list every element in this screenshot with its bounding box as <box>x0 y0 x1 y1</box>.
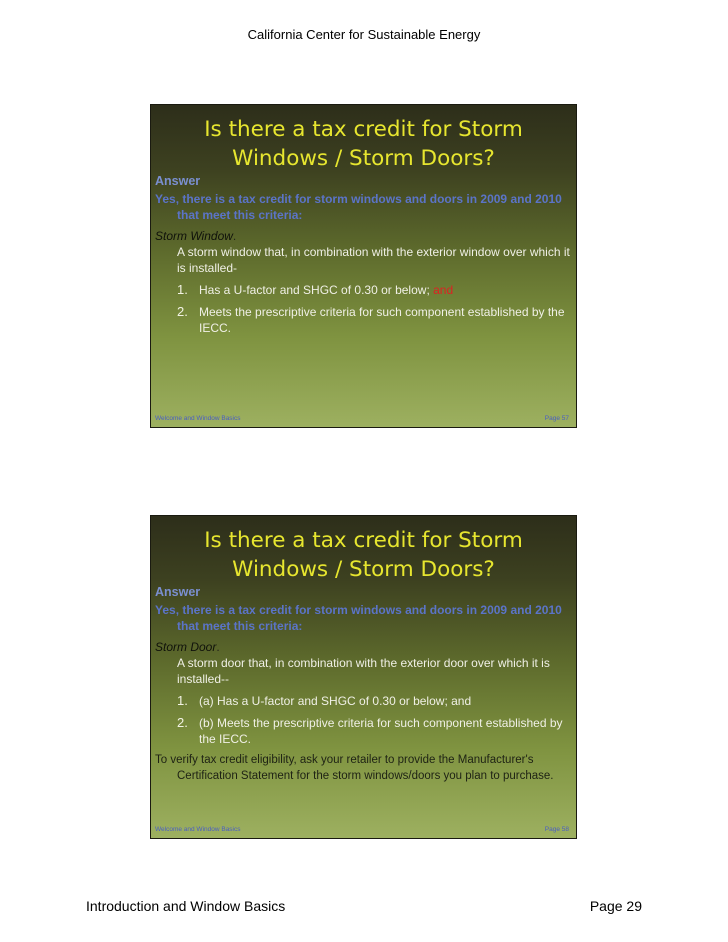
slide-title-line: Windows / Storm Doors? <box>232 557 495 582</box>
answer-text: Yes, there is a tax credit for storm windows and doors in 2009 and 2010 that meet this criteria: <box>155 603 562 633</box>
slide-storm-window <box>150 104 577 428</box>
slide-title-line: Is there a tax credit for Storm <box>204 528 523 553</box>
list-number: 1. <box>177 693 188 708</box>
page-footer-title: Introduction and Window Basics <box>86 898 286 914</box>
slide-title-line: Is there a tax credit for Storm <box>204 117 523 142</box>
term: Storm Door <box>155 640 217 654</box>
list-item <box>155 282 573 298</box>
slide-title <box>151 526 576 584</box>
slide-footer-left: Welcome and Window Basics <box>155 826 241 833</box>
term: Storm Window <box>155 229 233 243</box>
term-suffix: . <box>216 640 220 654</box>
answer-label: Answer <box>155 174 201 188</box>
term-line <box>155 639 573 655</box>
list-text: (a) Has a U-factor and SHGC of 0.30 or below; and <box>199 694 472 708</box>
definition: A storm window that, in combination with the exterior window over which it is installed- <box>177 245 570 275</box>
list-number: 1. <box>177 282 188 297</box>
list-item <box>155 304 573 336</box>
term-suffix: . <box>232 229 237 243</box>
definition: A storm door that, in combination with the exterior door over which it is installed-- <box>177 656 550 686</box>
slide-title <box>151 115 576 173</box>
slide-body <box>155 584 573 784</box>
list-number: 2. <box>177 304 188 319</box>
slide-footer-page: Page 58 <box>544 826 569 833</box>
slide-storm-door <box>150 515 577 839</box>
term-line <box>155 228 573 244</box>
list-text: (b) Meets the prescriptive criteria for such component established by the IECC. <box>199 716 563 746</box>
verify-note: To verify tax credit eligibility, ask your retailer to provide the Manufacturer's Certification Statement for the storm windows/doors you plan to purchase. <box>155 754 554 782</box>
page-number: Page 29 <box>589 898 642 914</box>
page-header: California Center for Sustainable Energy <box>247 27 481 42</box>
highlight-and: and <box>433 283 454 297</box>
slide-body <box>155 173 573 336</box>
list-text: Has a U-factor and SHGC of 0.30 or below; <box>199 283 430 297</box>
answer-label: Answer <box>155 585 201 599</box>
answer-text: Yes, there is a tax credit for storm windows and doors in 2009 and 2010 that meet this criteria: <box>155 192 562 222</box>
list-number: 2. <box>177 715 188 730</box>
list-item <box>155 715 573 747</box>
slide-title-line: Windows / Storm Doors? <box>232 146 495 171</box>
slide-footer-left: Welcome and Window Basics <box>155 415 241 422</box>
list-text: Meets the prescriptive criteria for such component established by the IECC. <box>199 305 565 335</box>
slide-footer-page: Page 57 <box>544 415 569 422</box>
list-item <box>155 693 573 709</box>
